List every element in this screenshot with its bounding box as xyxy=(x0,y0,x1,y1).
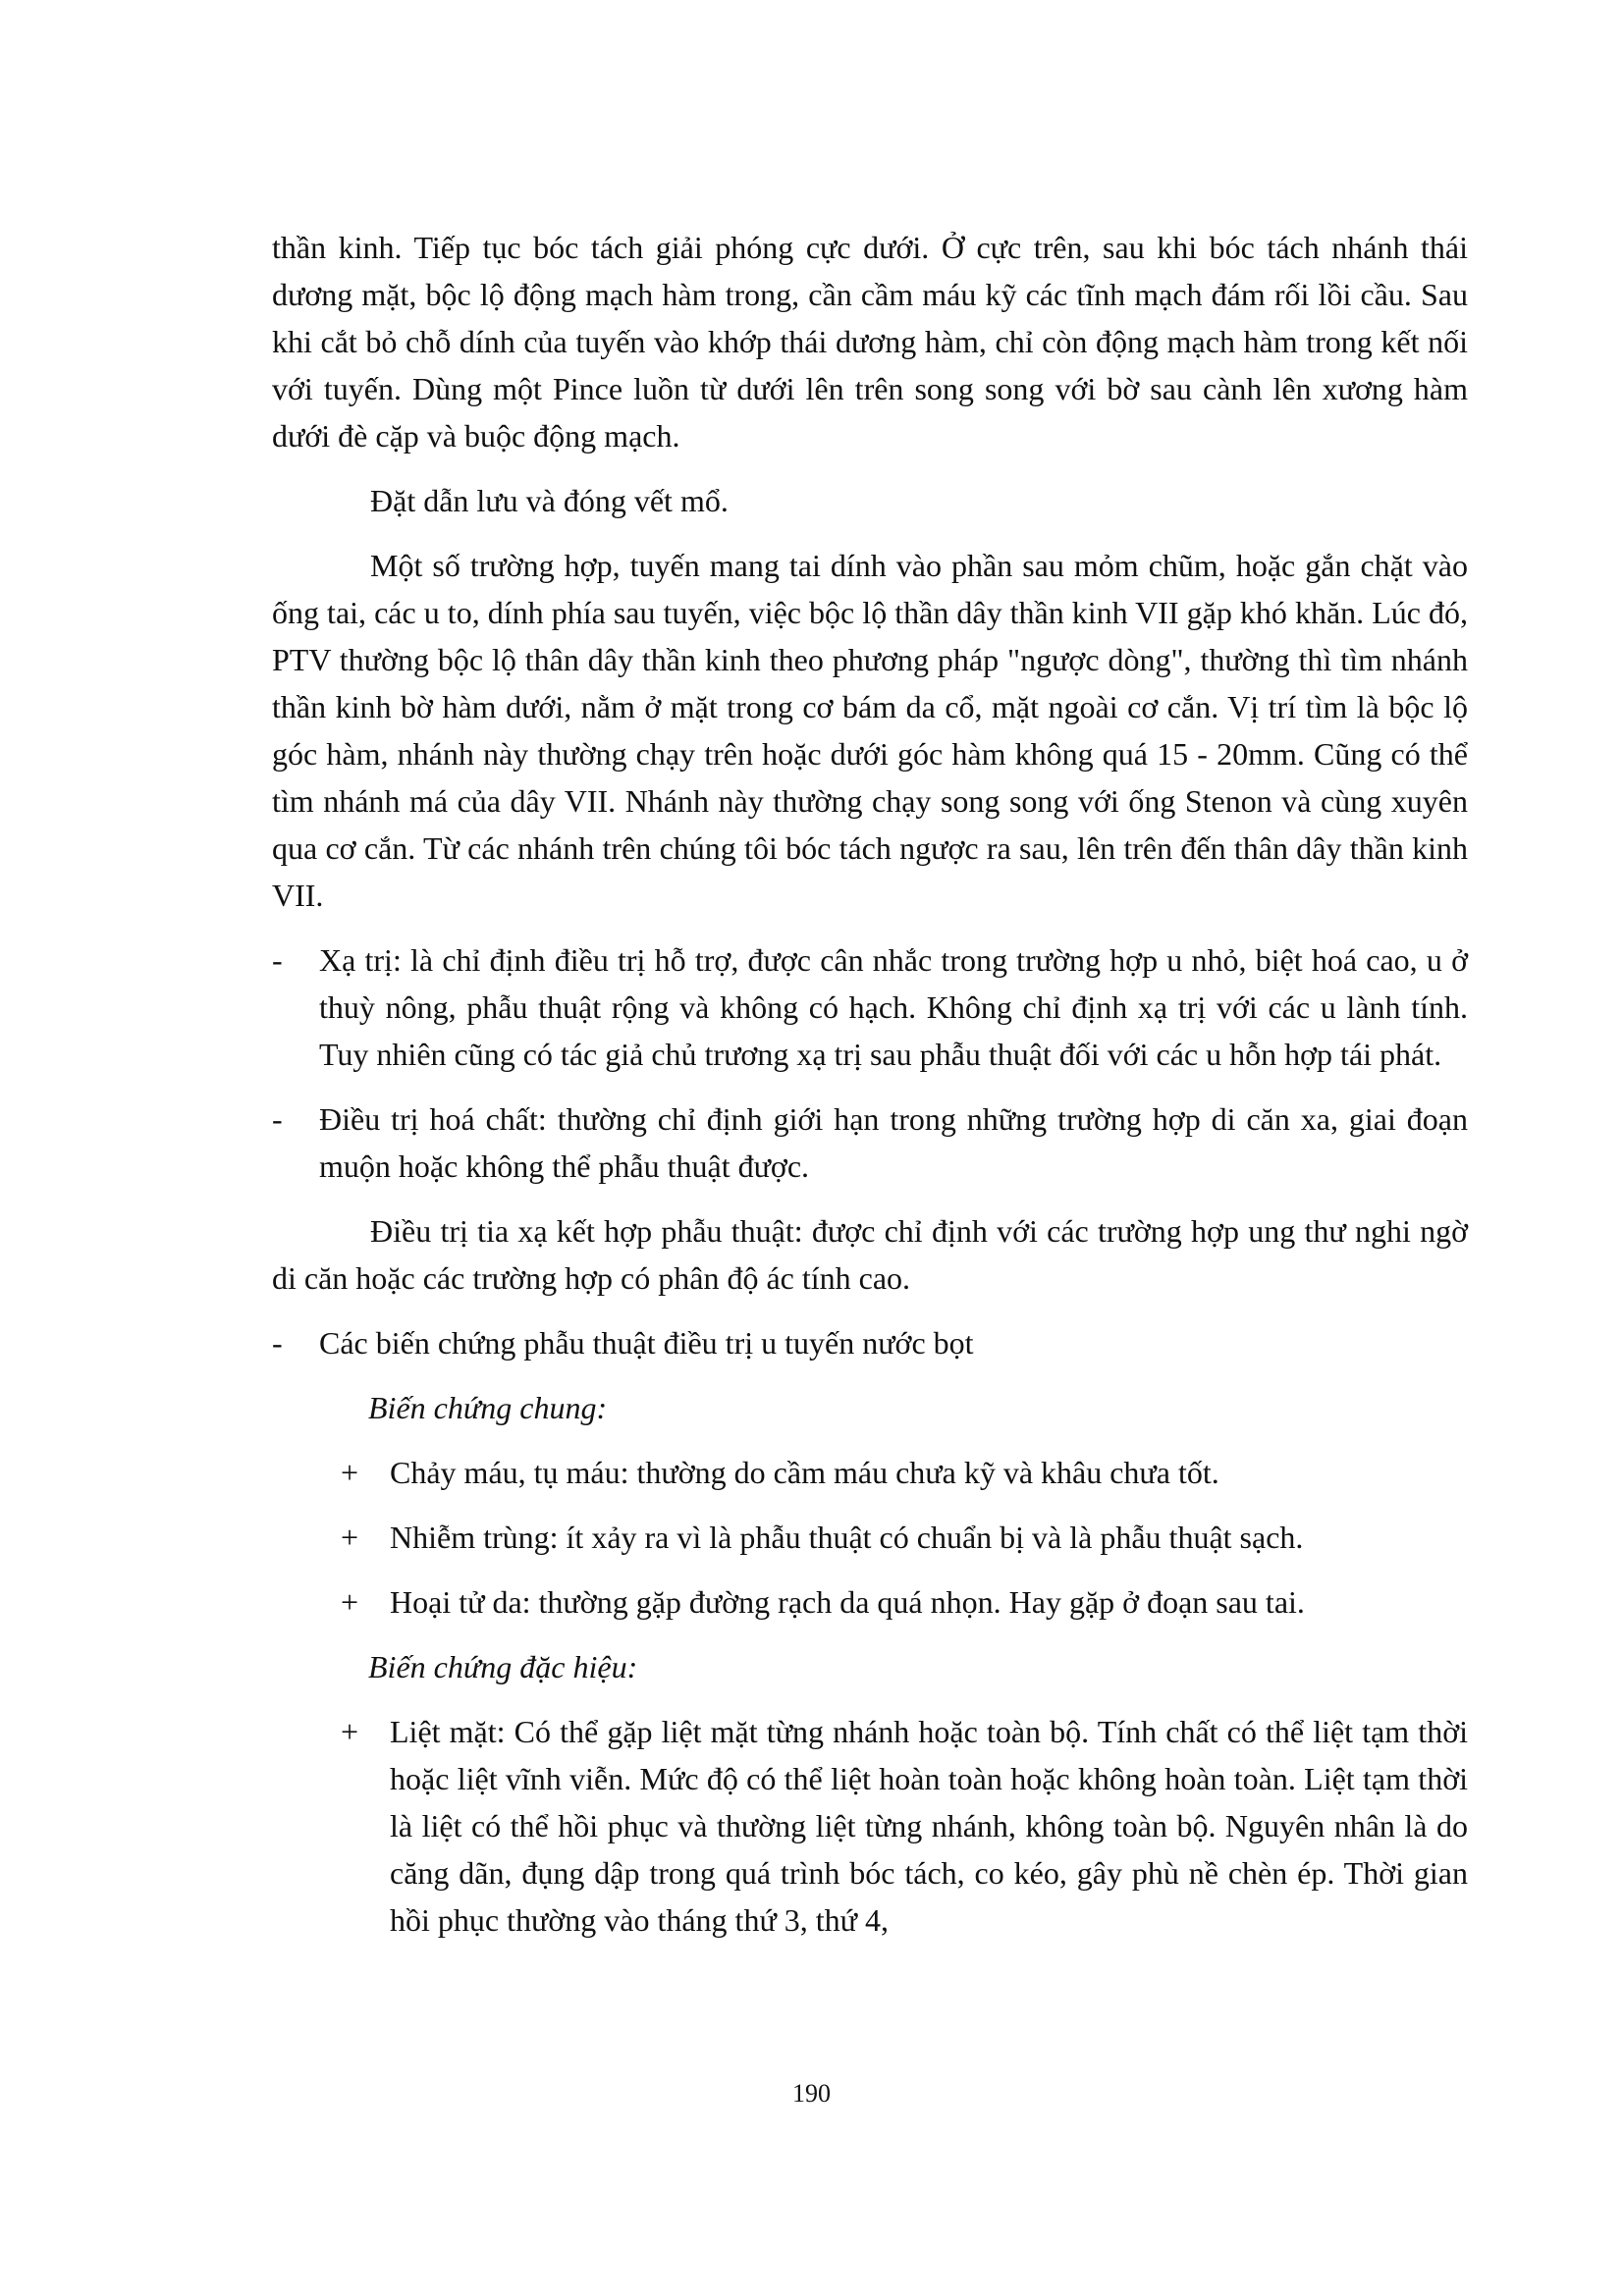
list-item-chemotherapy xyxy=(272,1095,1468,1190)
list-item-text: Liệt mặt: Có thể gặp liệt mặt từng nhánh hoặc toàn bộ. Tính chất có thể liệt tạm thời hoặc liệt vĩnh viễn. Mức độ có thể liệt hoàn toàn hoặc không hoàn toàn. Liệt tạm thời là liệt có thể hồi phục và thường liệt từng nhánh, không toàn bộ. Nguyên nhân là do căng dãn, đụng dập trong quá trình bóc tách, co kéo, gây phù nề chèn ép. Thời gian hồi phục thường vào tháng thứ 3, thứ 4, xyxy=(390,1714,1468,1938)
paragraph-retrograde-dissection: Một số trường hợp, tuyến mang tai dính vào phần sau mỏm chũm, hoặc gắn chặt vào ống tai, các u to, dính phía sau tuyến, việc bộc lộ thần dây thần kinh VII gặp khó khăn. Lúc đó, PTV thường bộc lộ thân dây thần kinh theo phương pháp "ngược dòng", thường thì tìm nhánh thần kinh bờ hàm dưới, nằm ở mặt trong cơ bám da cổ, mặt ngoài cơ cắn. Vị trí tìm là bộc lộ góc hàm, nhánh này thường chạy trên hoặc dưới góc hàm không quá 15 - 20mm. Cũng có thể tìm nhánh má của dây VII. Nhánh này thường chạy song song với ống Stenon và cùng xuyên qua cơ cắn. Từ các nhánh trên chúng tôi bóc tách ngược ra sau, lên trên đến thân dây thần kinh VII. xyxy=(272,548,1468,913)
dash-bullet: - xyxy=(272,1101,283,1137)
list-item-skin-necrosis xyxy=(272,1578,1468,1626)
paragraph-drainage: Đặt dẫn lưu và đóng vết mổ. xyxy=(370,483,729,518)
list-item-text: Nhiễm trùng: ít xảy ra vì là phẫu thuật có chuẩn bị và là phẫu thuật sạch. xyxy=(390,1520,1304,1555)
list-item-text: Chảy máu, tụ máu: thường do cầm máu chưa kỹ và khâu chưa tốt. xyxy=(390,1455,1219,1490)
list-item-bleeding xyxy=(272,1449,1468,1496)
list-item-text: Xạ trị: là chỉ định điều trị hỗ trợ, được cân nhắc trong trường hợp u nhỏ, biệt hoá cao, u ở thuỳ nông, phẫu thuật rộng và không có hạch. Không chỉ định xạ trị với các u lành tính. Tuy nhiên cũng có tác giả chủ trương xạ trị sau phẫu thuật đối với các u hỗn hợp tái phát. xyxy=(319,942,1468,1072)
subheading-specific-complications: Biến chứng đặc hiệu: xyxy=(368,1649,638,1684)
list-item-text: Các biến chứng phẫu thuật điều trị u tuyến nước bọt xyxy=(319,1325,974,1361)
dash-bullet: - xyxy=(272,1325,283,1361)
list-item-text: Hoại tử da: thường gặp đường rạch da quá nhọn. Hay gặp ở đoạn sau tai. xyxy=(390,1584,1305,1620)
document-page xyxy=(272,224,1468,1944)
paragraph-combined-therapy: Điều trị tia xạ kết hợp phẫu thuật: được chỉ định với các trường hợp ung thư nghi ngờ di căn hoặc các trường hợp có phân độ ác tính cao. xyxy=(272,1213,1468,1296)
subheading-general-complications: Biến chứng chung: xyxy=(368,1390,608,1425)
list-item-radiotherapy xyxy=(272,936,1468,1078)
plus-bullet: + xyxy=(341,1520,359,1555)
plus-bullet: + xyxy=(341,1714,359,1749)
list-item-text: Điều trị hoá chất: thường chỉ định giới hạn trong những trường hợp di căn xa, giai đoạn muộn hoặc không thể phẫu thuật được. xyxy=(319,1101,1468,1184)
plus-bullet: + xyxy=(341,1455,359,1490)
page-number: 190 xyxy=(792,2079,831,2108)
list-item-facial-paralysis xyxy=(272,1708,1468,1944)
paragraph-continuation: thần kinh. Tiếp tục bóc tách giải phóng cực dưới. Ở cực trên, sau khi bóc tách nhánh thái dương mặt, bộc lộ động mạch hàm trong, cần cầm máu kỹ các tĩnh mạch đám rối lồi cầu. Sau khi cắt bỏ chỗ dính của tuyến vào khớp thái dương hàm, chỉ còn động mạch hàm trong kết nối với tuyến. Dùng một Pince luồn từ dưới lên trên song song với bờ sau cành lên xương hàm dưới đè cặp và buộc động mạch. xyxy=(272,230,1468,454)
list-item-complications xyxy=(272,1319,1468,1366)
list-item-infection xyxy=(272,1514,1468,1561)
dash-bullet: - xyxy=(272,942,283,978)
plus-bullet: + xyxy=(341,1584,359,1620)
